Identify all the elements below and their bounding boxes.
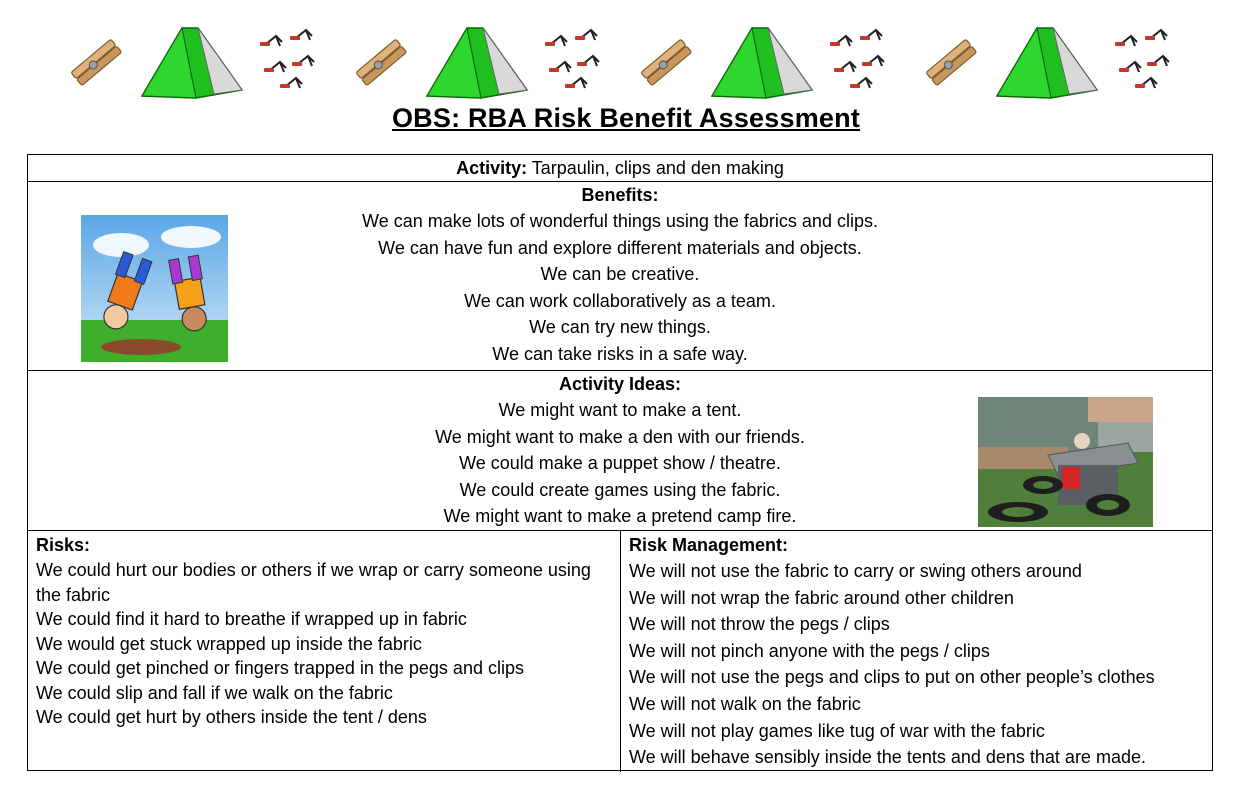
benefits-section: [28, 182, 1212, 371]
idea-item: We might want to make a pretend camp fire.: [443, 506, 797, 527]
spring-clips-icon: [541, 24, 611, 94]
benefits-heading: Benefits:: [581, 185, 659, 205]
banner-group: [630, 20, 915, 102]
management-item: We will not use the pegs and clips to put on other people’s clothes: [629, 667, 1155, 688]
risk-item: We could hurt our bodies or others if we wrap or carry someone using the fabric: [36, 560, 591, 605]
decorative-banner: [60, 20, 1190, 102]
green-tent-icon: [991, 24, 1101, 100]
green-tent-icon: [706, 24, 816, 100]
activity-value: Tarpaulin, clips and den making: [527, 158, 784, 178]
page-title: OBS: RBA Risk Benefit Assessment: [391, 103, 861, 133]
risk-item: We would get stuck wrapped up inside the fabric: [36, 633, 422, 654]
management-item: We will not play games like tug of war with the fabric: [629, 720, 1045, 741]
management-item: We will behave sensibly inside the tents and dens that are made.: [629, 747, 1146, 768]
den-making-photo: [978, 397, 1153, 527]
risks-section: [28, 531, 1212, 772]
risk-item: We could slip and fall if we walk on the fabric: [36, 682, 393, 703]
spring-clips-icon: [1111, 24, 1181, 94]
spring-clips-icon: [256, 24, 326, 94]
activity-row: [28, 155, 1212, 182]
management-item: We will not walk on the fabric: [629, 693, 861, 714]
benefit-item: We can be creative.: [540, 264, 700, 285]
clothes-peg-icon: [351, 32, 411, 92]
banner-group: [915, 20, 1200, 102]
management-item: We will not pinch anyone with the pegs / clips: [629, 640, 990, 661]
benefit-item: We can make lots of wonderful things using the fabrics and clips.: [362, 211, 878, 231]
risk-item: We could get pinched or fingers trapped in the pegs and clips: [36, 658, 524, 678]
banner-group: [345, 20, 630, 102]
benefit-item: We can work collaboratively as a team.: [464, 290, 776, 311]
clothes-peg-icon: [66, 32, 126, 92]
management-item: We will not wrap the fabric around other children: [629, 587, 1014, 608]
benefit-item: We can have fun and explore different materials and objects.: [378, 237, 862, 258]
banner-group: [60, 20, 345, 102]
idea-item: We could create games using the fabric.: [459, 479, 781, 500]
management-item: We will not use the fabric to carry or swing others around: [629, 561, 1082, 581]
risks-column: [28, 531, 621, 772]
benefit-item: We can try new things.: [529, 317, 711, 338]
management-item: We will not throw the pegs / clips: [629, 614, 890, 635]
ideas-heading: Activity Ideas:: [558, 374, 682, 394]
green-tent-icon: [421, 24, 531, 100]
activity-ideas-section: [28, 371, 1212, 531]
idea-item: We might want to make a den with our friends.: [435, 426, 805, 447]
green-tent-icon: [136, 24, 246, 100]
activity-label: Activity:: [456, 158, 528, 178]
risks-heading: Risks:: [36, 535, 91, 555]
idea-item: We could make a puppet show / theatre.: [459, 453, 781, 474]
risk-item: We could get hurt by others inside the tent / dens: [36, 707, 427, 727]
spring-clips-icon: [826, 24, 896, 94]
assessment-table: [27, 154, 1213, 771]
risk-item: We could find it hard to breathe if wrapped up in fabric: [36, 609, 467, 629]
benefits-list: [28, 182, 1212, 368]
clothes-peg-icon: [636, 32, 696, 92]
risk-management-heading: Risk Management:: [629, 535, 789, 555]
clothes-peg-icon: [921, 32, 981, 92]
risk-management-column: [621, 531, 1214, 772]
benefit-item: We can take risks in a safe way.: [492, 343, 748, 364]
idea-item: We might want to make a tent.: [498, 400, 742, 420]
